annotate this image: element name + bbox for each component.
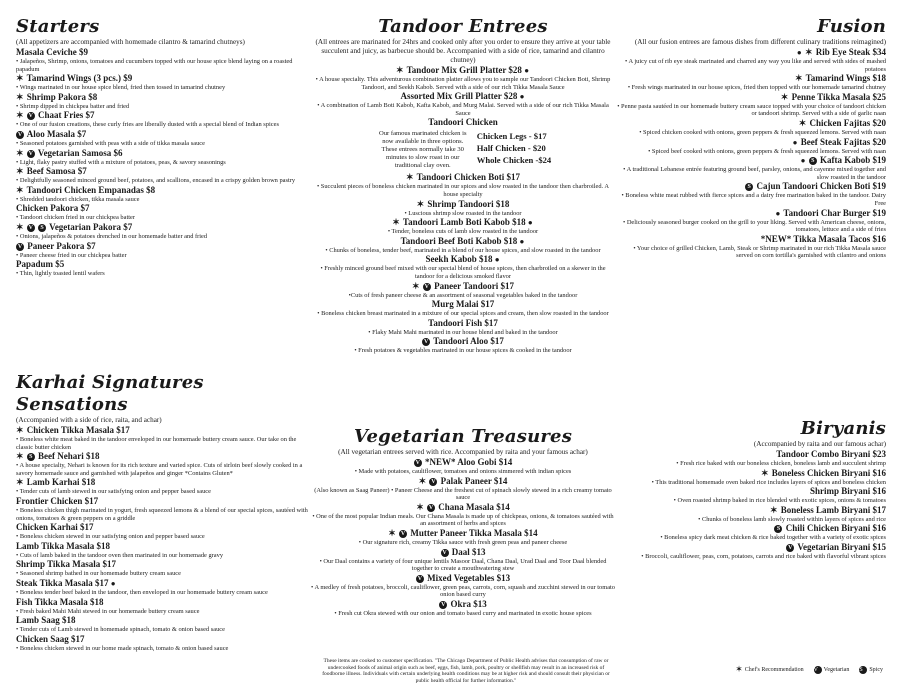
dot-icon: ●	[519, 236, 525, 246]
menu-item-name: Seekh Kabob $18 ●	[425, 254, 500, 265]
menu-item	[616, 468, 886, 487]
menu-item	[16, 615, 308, 634]
menu-item-name: Tandoori Beef Boti Kabob $18 ●	[400, 235, 525, 246]
vegetarian-icon: V	[28, 224, 33, 231]
menu-item-name: ✶ Boneless Chicken Biryani $16	[760, 467, 886, 478]
menu-item-desc: • Tandoori chicken fried in our chickpea batter	[16, 214, 135, 222]
menu-item-name: ✶ V Palak Paneer $14	[418, 475, 508, 486]
menu-item	[310, 599, 616, 618]
dot-icon: ●	[110, 578, 116, 588]
menu-item-name: Fish Tikka Masala $18	[16, 596, 104, 607]
menu-item-name: *NEW* Tikka Masala Tacos $16	[760, 233, 886, 244]
menu-item	[310, 236, 616, 255]
menu-item-name: ✶ V Mutter Paneer Tikka Masala $14	[388, 527, 538, 538]
chicken-option: Whole Chicken -$24	[476, 155, 552, 166]
menu-item-name: ✶ Boneless Lamb Biryani $17	[769, 504, 886, 515]
menu-item	[16, 451, 308, 477]
legend-spicy: S Spicy	[859, 666, 883, 673]
menu-item-desc: • A combination of Lamb Boti Kabob, Kafta Kabob, and Murg Malai. Served with a side of our rich Tikka Masala Sauce	[317, 102, 609, 117]
menu-item-name: Tandoori Fish $17	[428, 317, 498, 328]
menu-item-desc: • Boneless tender beef baked in the tandoor, then enveloped in our homemade buttery cream sauce	[16, 588, 268, 596]
menu-item-desc: • A house specialty. This adventurous combination platter allows you to sample our Tandoori Chicken Boti, Shrimp Tandoori, and Seekh Kabob. Served with a side of our rich Tikka Masala Sauce	[315, 76, 611, 91]
menu-item	[616, 449, 886, 468]
vegetarian-icon: V	[428, 504, 434, 511]
menu-item-desc: • Thin, lightly toasted lentil wafers	[16, 270, 105, 278]
menu-item-name: V Vegetarian Biryani $15	[788, 541, 886, 552]
menu-item-desc: • Tender, boneless cuts of lamb slow roasted in the tandoor	[387, 228, 539, 236]
menu-item-desc: • Fresh cut Okra stewed with our onion and tomato based curry and marinated in exotic house spices	[334, 609, 592, 617]
star-icon: ✶	[16, 147, 24, 158]
menu-item-desc: • Succulent pieces of boneless chicken marinated in our spices and slow roasted in the tandoor then charbroiled. A house specialty	[316, 183, 610, 198]
menu-item-name: ✶ Shrimp Tandoori $18	[416, 198, 510, 209]
menu-item-desc: • Paneer cheese fried in our chickpea batter	[16, 251, 127, 259]
karhai-list	[16, 425, 308, 652]
menu-item	[310, 199, 616, 218]
menu-item	[310, 254, 616, 280]
star-icon: ✶	[395, 65, 404, 75]
fusion-section	[616, 16, 886, 260]
menu-item-desc: • Shredded tandoori chicken, tikka masala sauce	[16, 195, 140, 203]
menu-item-desc: • One of the most popular Indian meals. Our Chana Masala is made up of chickpeas, onions, & tomatoes sautéed with an assortment of herbs and spices	[312, 512, 614, 528]
veg-title: Vegetarian Treasures	[353, 426, 573, 447]
spicy-icon: S	[774, 525, 782, 533]
menu-item	[16, 73, 308, 92]
menu-item-desc: • Our Daal contains a variety of four unique lentils Masoor Daal, Chana Daal, Urad Daal and Toor Daal blended together to create a mouthwatering stew	[319, 557, 607, 573]
dot-icon: ●	[800, 156, 806, 166]
star-icon: ✶	[16, 91, 24, 102]
menu-item-desc: • Fresh rice baked with our boneless chicken, boneless lamb and succulent shrimp	[676, 460, 886, 467]
menu-item-desc: • Fresh wings marinated in our house spices, fried then topped with our homemade tamarind chutney	[627, 84, 886, 92]
menu-item-name: Chicken Karhai $17	[16, 522, 94, 533]
vegetarian-icon: V	[415, 460, 420, 466]
tandoor-list-top	[310, 65, 616, 128]
menu-item-name: Assorted Mix Grill Platter $28 ●	[400, 91, 525, 102]
menu-item	[16, 203, 308, 222]
karhai-subtitle: (Accompanied with a side of rice, raita, and achar)	[16, 416, 162, 424]
biryani-list	[616, 449, 886, 561]
vegetarian-icon: V	[17, 131, 23, 138]
menu-item-name: Chicken Saag $17	[16, 633, 85, 644]
menu-item-name: V *NEW* Aloo Gobi $14	[415, 457, 513, 467]
menu-item-desc: • Boneless chicken stewed in our home made spinach, tomato & onion based sauce	[16, 644, 229, 652]
menu-item	[16, 222, 308, 241]
veg-subtitle: (All vegetarian entrees served with rice. Accompanied by raita and your famous achar)	[338, 448, 588, 456]
dot-icon: ●	[775, 208, 781, 218]
menu-item-name: ✶ V S Vegetarian Pakora $7	[16, 221, 133, 232]
star-icon: ✶	[780, 91, 789, 102]
menu-item-name: Masala Ceviche $9	[16, 47, 88, 57]
vegetarian-icon: V	[424, 283, 430, 290]
menu-item	[310, 117, 616, 128]
menu-item-name: ● S Kafta Kabob $19	[800, 155, 886, 166]
menu-item	[16, 559, 308, 578]
fusion-subtitle: (All our fusion entrees are famous dishes from different culinary traditions reimagined)	[634, 38, 886, 46]
veg-section	[310, 426, 616, 618]
menu-item-desc: • Oven roasted shrimp baked in rice blended with exotic spices, onions & tomatoes	[673, 497, 886, 505]
star-icon: ✶	[16, 425, 24, 435]
menu-item-desc: • Wings marinated in our house spice blend, fried then tossed in tamarind chutney	[16, 84, 226, 92]
dot-icon: ●	[524, 66, 530, 75]
tandoori-chicken-note: Our famous marinated chicken is now available in three options. These entrees normally take 30 minutes to slow roast in our traditional clay oven.	[378, 130, 467, 170]
menu-item	[16, 47, 308, 73]
fusion-list	[616, 47, 886, 260]
star-icon: ✶	[794, 73, 803, 84]
fusion-title: Fusion	[817, 16, 886, 37]
dot-icon: ●	[796, 48, 802, 57]
vegetarian-icon: V	[400, 530, 406, 537]
chicken-option: Half Chicken - $20	[476, 143, 546, 154]
menu-item	[16, 634, 308, 653]
menu-item-desc: • Jalapeños, Shrimp, onions, tomatoes and cucumbers topped with our house spice blend laying on a roasted papadum	[16, 58, 293, 73]
tandoor-list-bottom	[310, 172, 616, 355]
menu-item-name: Steak Tikka Masala $17 ●	[16, 577, 116, 588]
menu-item-name: ● Tandoori Char Burger $19	[775, 207, 886, 218]
menu-item-desc: • Freshly minced ground beef mixed with our special blend of house spices, then charbroiled on a skewer in the tandoor for a delicious smoked flavor	[320, 265, 606, 280]
menu-item-name: ● ✶ Rib Eye Steak $34	[796, 47, 886, 57]
menu-item-desc: • One of our fusion creations, these curly fries are liberally dusted with a special blend of Indian spices	[16, 121, 279, 129]
legend-chef: ✶ Chef's Recommendation	[735, 664, 804, 674]
menu-item-desc: • Boneless chicken stewed in our satisfying onion and pepper based sauce	[16, 533, 205, 541]
menu-item-name: ✶ Tandoori Chicken Empanadas $8	[16, 184, 156, 195]
tandoori-chicken-options	[310, 130, 616, 170]
vegetarian-icon: V	[788, 544, 793, 551]
star-icon: ✶	[735, 664, 743, 674]
star-icon: ✶	[388, 527, 396, 538]
star-icon: ✶	[392, 217, 400, 228]
star-icon: ✶	[16, 451, 24, 462]
menu-item-name: ● Beef Steak Fajitas $20	[792, 136, 886, 147]
vegetarian-icon: V	[417, 575, 423, 582]
menu-item	[16, 541, 308, 560]
starters-list	[16, 47, 308, 278]
menu-item-desc: • A medley of fresh potatoes, broccoli, cauliflower, green peas, carrots, corn, squash and zucchini stewed in our tomato onion based curry	[310, 583, 616, 599]
menu-item	[616, 73, 886, 92]
menu-item-desc: • A juicy cut of rib eye steak marinated and charred any way you like and served with sides of mashed potatoes	[625, 58, 886, 73]
menu-item	[310, 281, 616, 300]
menu-item-desc: • Cuts of lamb baked in the tandoor oven then marinated in our homemade gravy	[16, 551, 224, 559]
menu-item-desc: • Shrimp dipped in chickpea batter and fried	[16, 102, 130, 110]
menu-item	[310, 547, 616, 573]
menu-item-name: ✶ Shrimp Pakora $8	[16, 91, 98, 102]
menu-item-desc: • Our signature rich, creamy Tikka sauce with fresh green peas and paneer cheese	[358, 538, 568, 546]
spicy-icon: S	[809, 157, 817, 165]
menu-item	[310, 336, 616, 355]
star-icon: ✶	[16, 110, 24, 121]
star-icon: ✶	[16, 221, 24, 232]
starters-section	[16, 16, 308, 278]
star-icon: ✶	[405, 172, 414, 183]
menu-item-desc: • This traditional homemade oven baked rice includes layers of spices and boneless chicken	[651, 478, 886, 486]
menu-item	[616, 505, 886, 524]
menu-item-desc: • Onions, jalapeños & potatoes drenched in our homemade batter and fried	[16, 232, 208, 240]
spicy-icon: S	[38, 224, 46, 232]
menu-item-name: ✶ Chicken Tikka Masala $17	[16, 425, 130, 435]
menu-item-name: ✶ Tamarind Wings (3 pcs.) $9	[16, 73, 133, 84]
biryani-title: Biryanis	[800, 418, 886, 439]
menu-item	[616, 47, 886, 73]
menu-item-name: Murg Malai $17	[431, 299, 495, 310]
menu-item	[16, 425, 308, 451]
menu-item-desc: • Boneless chicken breast marinated in a mixture of our special spices and cream, then slow roasted in the tandoor	[317, 310, 609, 318]
menu-item	[16, 477, 308, 496]
menu-item	[16, 522, 308, 541]
menu-item-desc: • Boneless chicken thigh marinated in yogurt, fresh squeezed lemons & a blend of our special spices, sautéed with onions, tomatoes & green peppers on a griddle	[16, 506, 308, 522]
starters-title: Starters	[16, 16, 100, 37]
menu-item	[16, 185, 308, 204]
menu-item-desc: • Boneless white meat baked in the tandoor enveloped in our homemade buttery cream sauce. Our take on the classic butter chicken	[16, 436, 297, 451]
menu-item	[616, 542, 886, 561]
tandoori-chicken-option-list	[477, 130, 551, 170]
karhai-section	[16, 372, 308, 652]
star-icon: ✶	[416, 501, 424, 512]
menu-item-name: V Daal $13	[442, 546, 486, 557]
star-icon: ✶	[16, 73, 24, 84]
menu-item-name: Tandoori Chicken	[428, 117, 498, 128]
menu-item-name: Tandoor Combo Biryani $23	[776, 449, 886, 459]
menu-item-desc: • Made with potatoes, cauliflower, tomatoes and onions simmered with indian spices	[354, 468, 572, 475]
menu-item	[16, 166, 308, 185]
dot-icon: ●	[494, 255, 500, 265]
menu-item-desc: • Tender cuts of Lamb stewed in homemade spinach, tomato & onion based sauce	[16, 626, 225, 634]
dot-icon: ●	[519, 92, 525, 102]
spicy-icon: S	[745, 183, 753, 191]
menu-item	[616, 486, 886, 505]
menu-item-desc: • Spiced chicken cooked with onions, green peppers & fresh squeezed lemons. Served with naan	[639, 128, 886, 136]
menu-item-desc: •Cuts of fresh paneer cheese & an assortment of seasonal vegetables baked in the tandoor	[348, 291, 578, 299]
menu-item	[310, 476, 616, 502]
menu-item-desc: • Spiced beef cooked with onions, green peppers & fresh squeezed lemons. Served with naan	[648, 147, 886, 155]
menu-item	[310, 573, 616, 599]
star-icon: ✶	[804, 47, 813, 57]
menu-item-name: Chicken Pakora $7	[16, 203, 90, 214]
menu-item	[616, 92, 886, 118]
menu-item	[616, 234, 886, 260]
menu-item-name: ✶ Chicken Fajitas $20	[798, 117, 886, 128]
menu-item-desc: • Seasoned potatoes garnished with peas with a side of tikka masala sauce	[16, 139, 205, 147]
tandoor-section	[310, 16, 616, 355]
legend	[735, 664, 883, 675]
menu-item-desc: • Penne pasta sautéed in our homemade buttery cream sauce topped with your choice of tandoori chicken or tandoori shrimp. Served with a side of garlic naan	[617, 102, 886, 118]
menu-item-name: ✶ Tandoor Mix Grill Platter $28 ●	[395, 65, 530, 75]
menu-item-desc: • A traditional Lebanese entrée featuring ground beef, parsley, onions, and cayenne mixed together and slow roasted in the tandoor	[623, 166, 886, 181]
menu-item	[616, 118, 886, 137]
menu-item	[16, 597, 308, 616]
menu-item-name: V Aloo Masala $7	[17, 128, 87, 139]
vegetarian-icon: V	[431, 478, 436, 485]
star-icon: ✶	[16, 166, 24, 177]
menu-item	[16, 241, 308, 260]
health-advisory: These items are cooked to customer specification. "The Chicago Department of Public Health advises that consumption of raw or undercooked foods of animal origin such as beef, eggs, fish, lamb, pork, poultry or shellfish may result in an increased risk of foodborne illness. Individuals with certain underlying health conditions may be at higher risk and should consult their physician or public health official for further information."	[322, 658, 610, 684]
menu-item	[310, 217, 616, 236]
menu-item-desc: • Delightfully seasoned minced ground beef, potatoes, and scallions, encased in a crispy golden brown pastry	[16, 177, 296, 185]
vegetarian-icon: V	[28, 113, 33, 120]
menu-item-name: ✶ Beef Samosa $7	[16, 166, 87, 177]
menu-item	[616, 523, 886, 542]
menu-item	[310, 457, 616, 476]
menu-item	[616, 181, 886, 207]
veg-list	[310, 457, 616, 618]
biryani-subtitle: (Accompanied by raita and our famous achar)	[753, 440, 886, 448]
menu-item-name: V Okra $13	[441, 598, 487, 609]
menu-item	[16, 129, 308, 148]
menu-item-desc: • Seasoned shrimp bathed in our homemade buttery cream sauce	[16, 570, 181, 578]
menu-item-desc: • Boneless white meat rubbed with fierce spices and a dairy free marination baked in the tandoor. Dairy Free	[621, 192, 886, 207]
legend-veg: V Vegetarian	[813, 666, 850, 673]
menu-item-desc: • Tender cuts of lamb stewed in our satisfying onion and pepper based sauce	[16, 488, 211, 496]
vegetarian-icon: V	[814, 666, 822, 674]
menu-item-name: ✶ Tandoori Lamb Boti Kabob $18 ●	[392, 217, 533, 228]
menu-item	[310, 318, 616, 337]
menu-item	[16, 578, 308, 597]
menu-item	[16, 259, 308, 278]
star-icon: ✶	[769, 504, 778, 515]
menu-item	[16, 148, 308, 167]
spicy-icon: S	[859, 666, 867, 674]
menu-item	[16, 496, 308, 522]
menu-item-name: Shrimp Tikka Masala $17	[16, 559, 116, 570]
menu-item-name: S Chili Chicken Biryani $16	[616, 523, 886, 534]
vegetarian-icon: V	[28, 150, 33, 157]
vegetarian-icon: V	[441, 601, 446, 608]
menu-item-desc: • Chunks of boneless, tender beef, marinated in a blend of our house spices, and slow roasted in the tandoor	[325, 246, 601, 254]
menu-item-name: V Mixed Vegetables $13	[417, 572, 511, 583]
menu-item	[16, 92, 308, 111]
karhai-title: Karhai Signatures Sensations	[16, 372, 204, 415]
menu-item-desc: • Light, flaky pastry stuffed with a mixture of potatoes, peas, & savory seasonings	[16, 158, 226, 166]
menu-item-desc: • A house specialty, Nehari is known for its rich texture and varied spice. Cuts of sirloin beef slowly cooked in a savory homemade sauce and garnished with jalapeños and ginger *Contains Gluten*	[16, 462, 303, 477]
menu-item-desc: • Chunks of boneless lamb slowly roasted within layers of spices and rice	[698, 515, 886, 523]
menu-item-desc: • Broccoli, cauliflower, peas, corn, potatoes, carrots and rice baked with flavorful vibrant spices	[641, 552, 886, 560]
menu-item-name: V Tandoori Aloo $17	[423, 336, 504, 347]
spicy-icon: S	[27, 453, 35, 461]
menu-item-name: ✶ Tamarind Wings $18	[794, 73, 886, 84]
menu-item-name: ✶ Tandoori Chicken Boti $17	[405, 172, 521, 183]
menu-item-name: Frontier Chicken $17	[16, 495, 99, 506]
tandoor-title: Tandoor Entrees	[378, 16, 548, 37]
menu-item-desc: • Fresh baked Mahi Mahi stewed in our homemade buttery cream sauce	[16, 607, 200, 615]
menu-item-name: ✶ V Chana Masala $14	[416, 501, 510, 512]
chicken-option: Chicken Legs - $17	[476, 131, 547, 142]
menu-item-name: ✶ V Paneer Tandoori $17	[412, 280, 514, 291]
menu-item	[616, 155, 886, 181]
menu-item-desc: • Boneless spicy dark meat chicken & rice baked together with a variety of exotic spices	[660, 534, 886, 542]
menu-item-name: Lamb Tikka Masala $18	[16, 540, 110, 551]
vegetarian-icon: V	[442, 549, 447, 556]
menu-item-desc: • Your choice of grilled Chicken, Lamb, Steak or Shrimp marinated in our rich Tikka Masala sauce served on corn tortilla's garnished with cilantro and onions	[633, 244, 886, 260]
vegetarian-icon: V	[17, 243, 23, 250]
menu-item-name: Lamb Saag $18	[16, 615, 76, 626]
biryani-section	[616, 418, 886, 561]
menu-item	[310, 299, 616, 318]
vegetarian-icon: V	[423, 339, 429, 346]
menu-item-desc: • Luscious shrimp slow roasted in the tandoor	[404, 209, 522, 217]
menu-item-name: V Paneer Pakora $7	[17, 240, 96, 251]
menu-item	[310, 91, 616, 117]
star-icon: ✶	[412, 280, 420, 291]
dot-icon: ●	[527, 218, 533, 228]
menu-item	[16, 110, 308, 129]
menu-item-desc: • Flaky Mahi Mahi marinated in our house blend and baked in the tandoor	[368, 328, 558, 336]
menu-item-desc: • Deliciously seasoned burger cooked on the grill to your liking. Served with American cheese, onions, tomatoes, lettuce and a side of fries	[622, 218, 886, 234]
menu-item-desc: • Fresh potatoes & vegetables marinated in our house spices & cooked in the tandoor	[354, 347, 572, 355]
menu-item-name: ✶ S Beef Nehari $18	[16, 451, 100, 462]
menu-item-name: ✶ V Chaat Fries $7	[16, 110, 95, 121]
menu-item-name: ✶ Lamb Karhai $18	[16, 477, 96, 488]
menu-item-name: Shrimp Biryani $16	[809, 486, 886, 497]
dot-icon: ●	[792, 137, 798, 147]
star-icon: ✶	[418, 475, 427, 486]
menu-item-name: Papadum $5	[16, 259, 65, 270]
menu-item	[310, 172, 616, 198]
menu-item	[310, 65, 616, 91]
menu-item-name: ✶ Penne Tikka Masala $25	[780, 91, 886, 102]
starters-subtitle: (All appetizers are accompanied with homemade cilantro & tamarind chutneys)	[16, 38, 245, 46]
menu-item	[616, 208, 886, 234]
menu-item	[616, 137, 886, 156]
star-icon: ✶	[16, 184, 24, 195]
star-icon: ✶	[798, 117, 807, 128]
tandoor-subtitle: (All entrees are marinated for 24hrs and cooked only after you order to ensure they arrive at your table succulent and juicy, as barbecue should be. Accompanied with a side of rice, tamarind and cilantro chutney)	[315, 38, 611, 64]
menu-item	[310, 528, 616, 547]
menu-item-desc: (Also known as Saag Paneer) • Paneer Cheese and the freshest cut of spinach slowly stewed in a rich creamy tomato sauce	[314, 486, 612, 502]
menu-item-name: S Cajun Tandoori Chicken Boti $19	[616, 181, 886, 192]
star-icon: ✶	[16, 477, 24, 488]
menu-item-name: ✶ V Vegetarian Samosa $6	[16, 147, 123, 158]
star-icon: ✶	[416, 198, 425, 209]
menu-item	[310, 502, 616, 528]
star-icon: ✶	[760, 467, 769, 478]
